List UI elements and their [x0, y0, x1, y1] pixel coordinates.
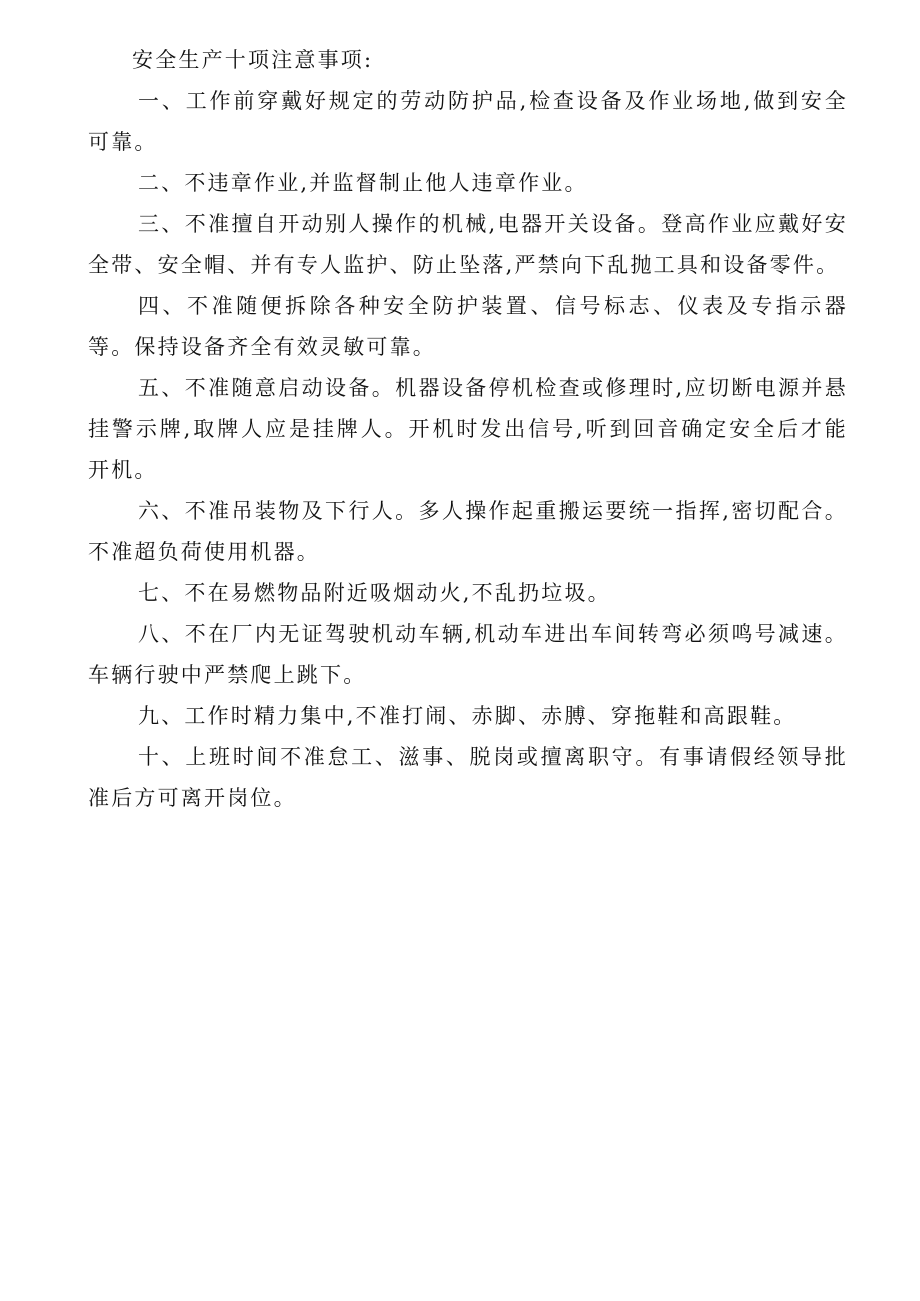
rule-item-2: 二、不违章作业,并监督制止他人违章作业。 — [138, 171, 588, 195]
rule-item-3: 三、不准擅自开动别人操作的机械,电器开关设备。登高作业应戴好安全带、安全帽、并有专人监护、防止坠落,严禁向下乱抛工具和设备零件。 — [88, 212, 848, 277]
document-body — [88, 40, 848, 819]
rule-item-10: 十、上班时间不准怠工、滋事、脱岗或擅离职守。有事请假经领导批准后方可离开岗位。 — [88, 745, 848, 810]
rule-item-9: 九、工作时精力集中,不准打闹、赤脚、赤膊、穿拖鞋和高跟鞋。 — [138, 704, 797, 728]
rule-item-6: 六、不准吊装物及下行人。多人操作起重搬运要统一指挥,密切配合。不准超负荷使用机器。 — [88, 499, 848, 564]
rule-item-4: 四、不准随便拆除各种安全防护装置、信号标志、仪表及专指示器等。保持设备齐全有效灵敏可靠。 — [88, 294, 848, 359]
rule-item-7: 七、不在易燃物品附近吸烟动火,不乱扔垃圾。 — [138, 581, 611, 605]
rule-item-8: 八、不在厂内无证驾驶机动车辆,机动车进出车间转弯必须鸣号减速。车辆行驶中严禁爬上跳下。 — [88, 622, 848, 687]
document-heading: 安全生产十项注意事项: — [132, 48, 374, 72]
rule-item-5: 五、不准随意启动设备。机器设备停机检查或修理时,应切断电源并悬挂警示牌,取牌人应是挂牌人。开机时发出信号,听到回音确定安全后才能开机。 — [88, 376, 848, 482]
rule-item-1: 一、工作前穿戴好规定的劳动防护品,检查设备及作业场地,做到安全可靠。 — [88, 89, 848, 154]
